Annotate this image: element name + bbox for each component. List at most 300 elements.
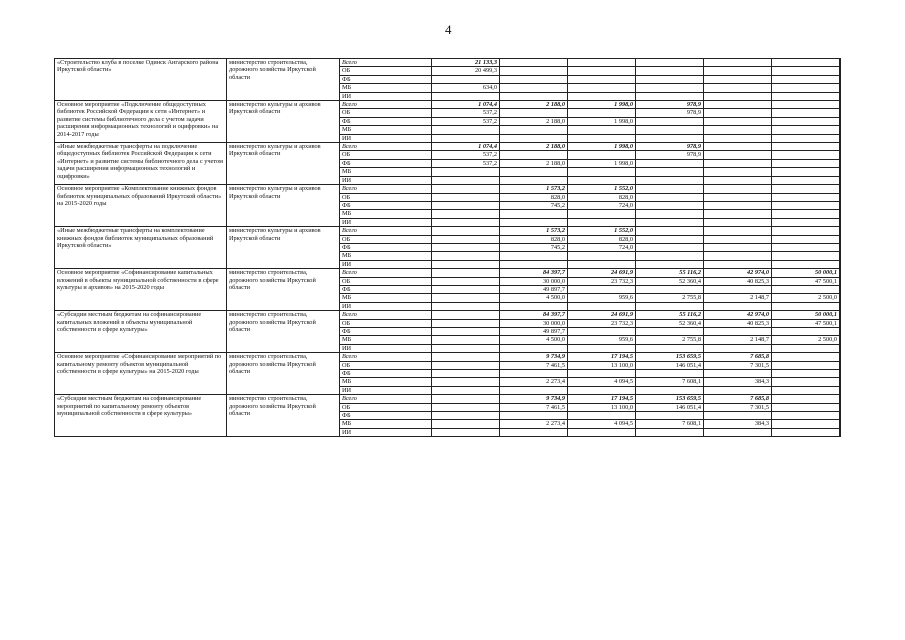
funding-source: ОБ xyxy=(340,403,432,411)
amount-cell: 50 000,1 xyxy=(772,311,840,319)
amount-cell xyxy=(840,370,841,378)
amount-cell: 55 116,2 xyxy=(636,269,704,277)
amount-cell xyxy=(500,126,568,134)
funding-source: ФБ xyxy=(340,75,432,83)
amount-cell xyxy=(840,143,841,151)
amount-cell: 50 000,1 xyxy=(772,269,840,277)
amount-cell xyxy=(432,378,500,386)
amount-cell xyxy=(500,75,568,83)
amount-cell xyxy=(432,235,500,243)
amount-cell xyxy=(636,344,704,352)
amount-cell xyxy=(772,109,840,117)
amount-cell xyxy=(772,117,840,125)
amount-cell xyxy=(432,260,500,268)
amount-cell xyxy=(636,412,704,420)
amount-cell xyxy=(772,151,840,159)
amount-cell xyxy=(636,84,704,92)
amount-cell xyxy=(500,210,568,218)
amount-cell: 828,0 xyxy=(568,235,636,243)
funding-source: Всего xyxy=(340,311,432,319)
amount-cell xyxy=(568,67,636,75)
funding-source: ОБ xyxy=(340,361,432,369)
amount-cell: 1 573,2 xyxy=(500,185,568,193)
amount-cell: 146 051,4 xyxy=(636,403,704,411)
amount-cell xyxy=(432,328,500,336)
amount-cell xyxy=(772,84,840,92)
amount-cell xyxy=(636,193,704,201)
amount-cell: 2 148,7 xyxy=(704,294,772,302)
amount-cell xyxy=(704,168,772,176)
amount-cell xyxy=(636,168,704,176)
amount-cell xyxy=(636,210,704,218)
amount-cell xyxy=(500,386,568,394)
amount-cell xyxy=(500,302,568,310)
amount-cell xyxy=(500,92,568,100)
funding-source: ИИ xyxy=(340,260,432,268)
amount-cell: 1 998,0 xyxy=(568,101,636,109)
amount-cell xyxy=(704,235,772,243)
amount-cell xyxy=(432,92,500,100)
amount-cell: 47 500,1 xyxy=(772,277,840,285)
amount-cell: 2 500,0 xyxy=(772,336,840,344)
funding-source: МБ xyxy=(340,294,432,302)
table-row xyxy=(55,395,841,403)
amount-cell xyxy=(840,386,841,394)
amount-cell xyxy=(432,176,500,184)
amount-cell xyxy=(772,361,840,369)
amount-cell xyxy=(636,328,704,336)
funding-source: ОБ xyxy=(340,193,432,201)
amount-cell: 537,2 xyxy=(432,159,500,167)
amount-cell xyxy=(840,218,841,226)
amount-cell xyxy=(704,227,772,235)
amount-cell: 745,2 xyxy=(500,201,568,209)
amount-cell xyxy=(704,252,772,260)
amount-cell xyxy=(568,285,636,293)
amount-cell xyxy=(704,412,772,420)
amount-cell xyxy=(432,420,500,428)
amount-cell: 1 552,0 xyxy=(568,227,636,235)
amount-cell xyxy=(568,109,636,117)
amount-cell xyxy=(772,285,840,293)
funding-source: ИИ xyxy=(340,428,432,436)
amount-cell xyxy=(772,201,840,209)
funding-source: МБ xyxy=(340,126,432,134)
table-row xyxy=(55,227,841,235)
amount-cell: 828,0 xyxy=(500,193,568,201)
amount-cell xyxy=(568,328,636,336)
amount-cell xyxy=(636,185,704,193)
funding-source: Всего xyxy=(340,395,432,403)
amount-cell xyxy=(772,176,840,184)
amount-cell xyxy=(840,227,841,235)
amount-cell xyxy=(568,218,636,226)
amount-cell: 23 732,3 xyxy=(568,277,636,285)
amount-cell xyxy=(432,168,500,176)
amount-cell: 84 397,7 xyxy=(500,311,568,319)
amount-cell xyxy=(772,344,840,352)
amount-cell xyxy=(840,126,841,134)
table-row xyxy=(55,269,841,277)
funding-source: Всего xyxy=(340,143,432,151)
activity-name: Основное мероприятие «Подключение общедоступных библиотек Российской Федерации к сети «Интернет» и развитие системы библиотечного дела с учетом задачи расширения информационных технологий и оцифровки» на 2014-2017 годы xyxy=(55,101,227,143)
amount-cell xyxy=(568,260,636,268)
amount-cell xyxy=(840,412,841,420)
amount-cell xyxy=(636,75,704,83)
amount-cell xyxy=(568,134,636,142)
amount-cell xyxy=(704,185,772,193)
amount-cell xyxy=(704,218,772,226)
amount-cell: 9 734,9 xyxy=(500,395,568,403)
funding-source: МБ xyxy=(340,420,432,428)
amount-cell xyxy=(432,193,500,201)
amount-cell xyxy=(840,84,841,92)
amount-cell xyxy=(704,159,772,167)
amount-cell xyxy=(432,269,500,277)
amount-cell xyxy=(432,210,500,218)
amount-cell xyxy=(772,218,840,226)
amount-cell: 7 608,1 xyxy=(636,420,704,428)
amount-cell xyxy=(500,344,568,352)
amount-cell: 13 100,0 xyxy=(568,361,636,369)
amount-cell xyxy=(704,101,772,109)
amount-cell: 153 659,5 xyxy=(636,395,704,403)
amount-cell xyxy=(772,185,840,193)
amount-cell xyxy=(840,67,841,75)
amount-cell xyxy=(500,109,568,117)
activity-name: «Субсидии местным бюджетам на софинансирование мероприятий по капитальному ремонту объектов муниципальной собственности в сфере культуры» xyxy=(55,395,227,437)
funding-source: ОБ xyxy=(340,151,432,159)
amount-cell: 828,0 xyxy=(500,235,568,243)
amount-cell xyxy=(772,260,840,268)
amount-cell: 2 273,4 xyxy=(500,378,568,386)
amount-cell xyxy=(432,412,500,420)
amount-cell xyxy=(636,260,704,268)
amount-cell xyxy=(636,285,704,293)
amount-cell xyxy=(636,176,704,184)
amount-cell xyxy=(432,395,500,403)
amount-cell: 49 897,7 xyxy=(500,328,568,336)
table-row xyxy=(55,143,841,151)
amount-cell xyxy=(840,336,841,344)
funding-source: Всего xyxy=(340,59,432,67)
amount-cell xyxy=(840,193,841,201)
amount-cell xyxy=(704,260,772,268)
amount-cell xyxy=(704,134,772,142)
amount-cell: 42 974,0 xyxy=(704,311,772,319)
amount-cell: 978,9 xyxy=(636,101,704,109)
amount-cell xyxy=(636,159,704,167)
amount-cell xyxy=(568,370,636,378)
amount-cell xyxy=(568,151,636,159)
amount-cell xyxy=(840,311,841,319)
amount-cell xyxy=(568,412,636,420)
amount-cell: 2 500,0 xyxy=(772,294,840,302)
amount-cell xyxy=(432,277,500,285)
amount-cell xyxy=(704,243,772,251)
activity-name: «Субсидии местным бюджетам на софинансирование капитальных вложений в объекты муниципальной собственности в сфере культуры» xyxy=(55,311,227,353)
amount-cell: 47 500,1 xyxy=(772,319,840,327)
funding-source: ИИ xyxy=(340,92,432,100)
amount-cell xyxy=(432,344,500,352)
funding-source: ФБ xyxy=(340,201,432,209)
amount-cell: 1 998,0 xyxy=(568,143,636,151)
executor-name: министерство строительства, дорожного хозяйства Иркутской области xyxy=(227,269,340,311)
amount-cell xyxy=(636,227,704,235)
amount-cell xyxy=(704,117,772,125)
amount-cell xyxy=(704,151,772,159)
amount-cell xyxy=(568,344,636,352)
funding-source: ИИ xyxy=(340,302,432,310)
amount-cell xyxy=(500,84,568,92)
amount-cell xyxy=(840,159,841,167)
amount-cell xyxy=(840,420,841,428)
amount-cell xyxy=(568,168,636,176)
amount-cell xyxy=(568,126,636,134)
funding-source: МБ xyxy=(340,210,432,218)
amount-cell xyxy=(636,117,704,125)
funding-source: ФБ xyxy=(340,285,432,293)
funding-source: ИИ xyxy=(340,218,432,226)
activity-name: Основное мероприятие «Софинансирование мероприятий по капитальному ремонту объектов муниципальной собственности в сфере культуры» на 2015-2020 годы xyxy=(55,353,227,395)
funding-source: Всего xyxy=(340,227,432,235)
amount-cell xyxy=(568,75,636,83)
amount-cell xyxy=(840,168,841,176)
amount-cell xyxy=(704,92,772,100)
amount-cell: 384,3 xyxy=(704,420,772,428)
activity-name: Основное мероприятие «Софинансирование капитальных вложений в объекты муниципальной собственности в сфере культуры и архивов» на 2015-2020 годы xyxy=(55,269,227,311)
amount-cell xyxy=(772,378,840,386)
table-row xyxy=(55,311,841,319)
amount-cell: 40 825,3 xyxy=(704,277,772,285)
amount-cell: 1 552,0 xyxy=(568,185,636,193)
executor-name: министерство строительства, дорожного хозяйства Иркутской области xyxy=(227,353,340,395)
amount-cell: 2 188,0 xyxy=(500,117,568,125)
amount-cell xyxy=(772,412,840,420)
amount-cell xyxy=(840,285,841,293)
funding-source: МБ xyxy=(340,168,432,176)
amount-cell xyxy=(500,252,568,260)
amount-cell: 634,0 xyxy=(432,84,500,92)
amount-cell: 2 188,0 xyxy=(500,101,568,109)
amount-cell: 7 301,5 xyxy=(704,361,772,369)
amount-cell: 1 074,4 xyxy=(432,101,500,109)
amount-cell: 13 100,0 xyxy=(568,403,636,411)
table-row xyxy=(55,101,841,109)
amount-cell xyxy=(636,201,704,209)
amount-cell: 4 500,0 xyxy=(500,294,568,302)
amount-cell: 17 194,5 xyxy=(568,395,636,403)
amount-cell: 2 755,8 xyxy=(636,294,704,302)
amount-cell xyxy=(772,353,840,361)
amount-cell xyxy=(840,235,841,243)
funding-source: МБ xyxy=(340,378,432,386)
amount-cell xyxy=(432,311,500,319)
amount-cell xyxy=(636,218,704,226)
amount-cell: 7 301,5 xyxy=(704,403,772,411)
amount-cell xyxy=(636,134,704,142)
amount-cell xyxy=(432,185,500,193)
amount-cell xyxy=(840,185,841,193)
budget-table xyxy=(54,58,841,437)
amount-cell xyxy=(772,328,840,336)
amount-cell: 1 074,4 xyxy=(432,143,500,151)
funding-source: ОБ xyxy=(340,319,432,327)
amount-cell xyxy=(772,67,840,75)
amount-cell xyxy=(704,302,772,310)
amount-cell xyxy=(636,252,704,260)
activity-name: «Строительство клуба в поселке Одинск Ангарского района Иркутской области» xyxy=(55,59,227,101)
amount-cell xyxy=(704,201,772,209)
amount-cell xyxy=(568,176,636,184)
amount-cell: 52 360,4 xyxy=(636,277,704,285)
amount-cell xyxy=(500,67,568,75)
funding-source: ИИ xyxy=(340,344,432,352)
amount-cell xyxy=(840,75,841,83)
amount-cell xyxy=(500,412,568,420)
amount-cell: 7 461,5 xyxy=(500,403,568,411)
amount-cell xyxy=(636,243,704,251)
funding-source: ОБ xyxy=(340,235,432,243)
amount-cell xyxy=(636,302,704,310)
amount-cell xyxy=(840,302,841,310)
amount-cell xyxy=(500,218,568,226)
funding-source: ФБ xyxy=(340,328,432,336)
funding-source: Всего xyxy=(340,269,432,277)
amount-cell xyxy=(568,210,636,218)
amount-cell: 40 825,3 xyxy=(704,319,772,327)
amount-cell: 745,2 xyxy=(500,243,568,251)
executor-name: министерство строительства, дорожного хозяйства Иркутской области xyxy=(227,395,340,437)
amount-cell xyxy=(840,269,841,277)
funding-source: ФБ xyxy=(340,370,432,378)
amount-cell xyxy=(636,59,704,67)
amount-cell xyxy=(432,126,500,134)
amount-cell xyxy=(432,75,500,83)
amount-cell: 2 755,8 xyxy=(636,336,704,344)
amount-cell: 30 000,0 xyxy=(500,319,568,327)
funding-source: ОБ xyxy=(340,277,432,285)
executor-name: министерство культуры и архивов Иркутской области xyxy=(227,227,340,269)
executor-name: министерство культуры и архивов Иркутской области xyxy=(227,143,340,185)
executor-name: министерство строительства, дорожного хозяйства Иркутской области xyxy=(227,311,340,353)
amount-cell: 724,0 xyxy=(568,201,636,209)
funding-source: Всего xyxy=(340,185,432,193)
amount-cell xyxy=(704,285,772,293)
amount-cell xyxy=(840,59,841,67)
amount-cell xyxy=(772,159,840,167)
amount-cell xyxy=(772,134,840,142)
amount-cell: 42 974,0 xyxy=(704,269,772,277)
funding-source: ИИ xyxy=(340,134,432,142)
amount-cell xyxy=(840,151,841,159)
amount-cell: 7 608,1 xyxy=(636,378,704,386)
activity-name: Основное мероприятие «Комплектование книжных фондов библиотек муниципальных образований Иркутской области» на 2015-2020 годы xyxy=(55,185,227,227)
amount-cell xyxy=(840,117,841,125)
amount-cell: 1 573,2 xyxy=(500,227,568,235)
amount-cell xyxy=(772,395,840,403)
amount-cell xyxy=(840,109,841,117)
amount-cell xyxy=(500,176,568,184)
amount-cell: 2 188,0 xyxy=(500,143,568,151)
funding-source: Всего xyxy=(340,353,432,361)
amount-cell xyxy=(840,361,841,369)
amount-cell xyxy=(432,361,500,369)
amount-cell xyxy=(704,59,772,67)
amount-cell xyxy=(840,328,841,336)
amount-cell xyxy=(772,302,840,310)
amount-cell: 7 685,8 xyxy=(704,395,772,403)
amount-cell xyxy=(704,75,772,83)
amount-cell xyxy=(772,168,840,176)
amount-cell: 1 998,0 xyxy=(568,117,636,125)
funding-source: Всего xyxy=(340,101,432,109)
amount-cell: 17 194,5 xyxy=(568,353,636,361)
funding-source: ФБ xyxy=(340,159,432,167)
amount-cell xyxy=(704,126,772,134)
amount-cell: 7 685,8 xyxy=(704,353,772,361)
amount-cell xyxy=(772,420,840,428)
amount-cell xyxy=(704,176,772,184)
amount-cell xyxy=(704,386,772,394)
amount-cell xyxy=(704,84,772,92)
amount-cell xyxy=(432,227,500,235)
amount-cell xyxy=(772,193,840,201)
page-number: 4 xyxy=(445,22,452,37)
amount-cell: 959,6 xyxy=(568,294,636,302)
amount-cell xyxy=(840,378,841,386)
amount-cell xyxy=(840,243,841,251)
table-row xyxy=(55,59,841,67)
amount-cell xyxy=(500,168,568,176)
amount-cell: 959,6 xyxy=(568,336,636,344)
amount-cell xyxy=(772,143,840,151)
amount-cell xyxy=(568,92,636,100)
funding-source: ОБ xyxy=(340,109,432,117)
amount-cell xyxy=(772,386,840,394)
amount-cell: 23 732,3 xyxy=(568,319,636,327)
amount-cell xyxy=(772,403,840,411)
amount-cell xyxy=(636,370,704,378)
amount-cell: 1 998,0 xyxy=(568,159,636,167)
amount-cell xyxy=(432,302,500,310)
amount-cell xyxy=(840,294,841,302)
amount-cell xyxy=(704,328,772,336)
amount-cell xyxy=(840,101,841,109)
amount-cell xyxy=(432,428,500,436)
amount-cell xyxy=(500,59,568,67)
amount-cell xyxy=(840,395,841,403)
amount-cell xyxy=(432,285,500,293)
amount-cell: 537,2 xyxy=(432,109,500,117)
table-row xyxy=(55,185,841,193)
amount-cell xyxy=(432,403,500,411)
amount-cell: 30 000,0 xyxy=(500,277,568,285)
amount-cell xyxy=(636,386,704,394)
amount-cell xyxy=(568,252,636,260)
amount-cell xyxy=(704,344,772,352)
amount-cell xyxy=(840,210,841,218)
amount-cell: 9 734,9 xyxy=(500,353,568,361)
amount-cell: 84 397,7 xyxy=(500,269,568,277)
amount-cell: 384,3 xyxy=(704,378,772,386)
amount-cell xyxy=(704,370,772,378)
amount-cell xyxy=(636,92,704,100)
amount-cell xyxy=(432,353,500,361)
amount-cell xyxy=(840,277,841,285)
amount-cell xyxy=(772,252,840,260)
amount-cell xyxy=(500,134,568,142)
